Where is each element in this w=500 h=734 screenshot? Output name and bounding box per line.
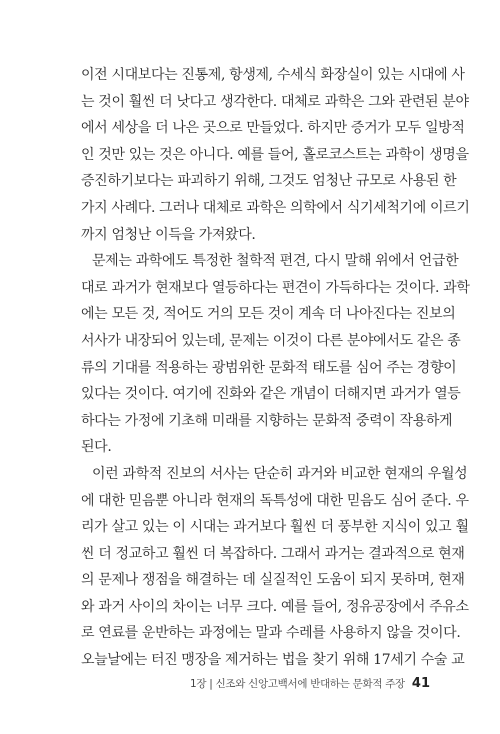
running-head: 1장 | 신조와 신앙고백서에 반대하는 문화적 주장 bbox=[190, 678, 405, 690]
text-line: 있다는 것이다. 여기에 진화와 같은 개념이 더해지면 과거가 열등 bbox=[81, 386, 461, 403]
text-line: 인 것만 있는 것은 아니다. 예를 들어, 홀로코스트는 과학이 생명을 bbox=[81, 146, 469, 163]
text-line: 리가 살고 있는 이 시대는 과거보다 훨씬 더 풍부한 지식이 있고 훨 bbox=[81, 519, 469, 536]
text-line: 에 대한 믿음뿐 아니라 현재의 독특성에 대한 믿음도 심어 준다. 우 bbox=[81, 492, 469, 509]
paragraph-start-line: 이런 과학적 진보의 서사는 단순히 과거와 비교한 현재의 우월성 bbox=[92, 465, 468, 482]
page-footer bbox=[0, 672, 430, 691]
text-line: 증진하기보다는 파괴하기 위해, 그것도 엄청난 규모로 사용된 한 bbox=[81, 173, 457, 190]
text-line: 에서 세상을 더 나은 곳으로 만들었다. 하지만 증거가 모두 일방적 bbox=[81, 120, 465, 137]
page-number: 41 bbox=[411, 676, 430, 691]
text-line: 는 것이 훨씬 더 낫다고 생각한다. 대체로 과학은 그와 관련된 분야 bbox=[81, 93, 469, 110]
text-line: 까지 엄청난 이득을 가져왔다. bbox=[81, 226, 256, 243]
paragraph-start-line: 문제는 과학에도 특정한 철학적 편견, 다시 말해 위에서 언급한 bbox=[92, 253, 459, 270]
text-line: 씬 더 정교하고 훨씬 더 복잡하다. 그래서 과거는 결과적으로 현재 bbox=[81, 545, 465, 562]
body-text bbox=[81, 62, 470, 674]
text-line: 이전 시대보다는 진통제, 항생제, 수세식 화장실이 있는 시대에 사 bbox=[81, 67, 465, 83]
text-line: 서사가 내장되어 있는데, 문제는 이것이 다른 분야에서도 같은 종 bbox=[81, 332, 461, 349]
text-line: 오늘날에는 터진 맹장을 제거하는 법을 찾기 위해 17세기 수술 교 bbox=[81, 652, 465, 669]
text-line: 의 문제나 쟁점을 해결하는 데 실질적인 도움이 되지 못하며, 현재 bbox=[81, 572, 465, 589]
text-line: 류의 기대를 적용하는 광범위한 문화적 태도를 심어 주는 경향이 bbox=[81, 359, 457, 376]
text-line: 에는 모든 것, 적어도 거의 모든 것이 계속 더 나아진다는 진보의 bbox=[81, 306, 456, 323]
text-line: 된다. bbox=[81, 439, 112, 456]
text-line: 와 과거 사이의 차이는 너무 크다. 예를 들어, 정유공장에서 주유소 bbox=[81, 598, 469, 615]
text-line: 하다는 가정에 기초해 미래를 지향하는 문화적 중력이 작용하게 bbox=[81, 412, 453, 429]
text-line: 로 연료를 운반하는 과정에는 말과 수레를 사용하지 않을 것이다. bbox=[81, 625, 461, 642]
text-line: 가지 사례다. 그러나 대체로 과학은 의학에서 식기세척기에 이르기 bbox=[81, 199, 470, 216]
text-line: 대로 과거가 현재보다 열등하다는 편견이 가득하다는 것이다. 과학 bbox=[81, 279, 470, 296]
